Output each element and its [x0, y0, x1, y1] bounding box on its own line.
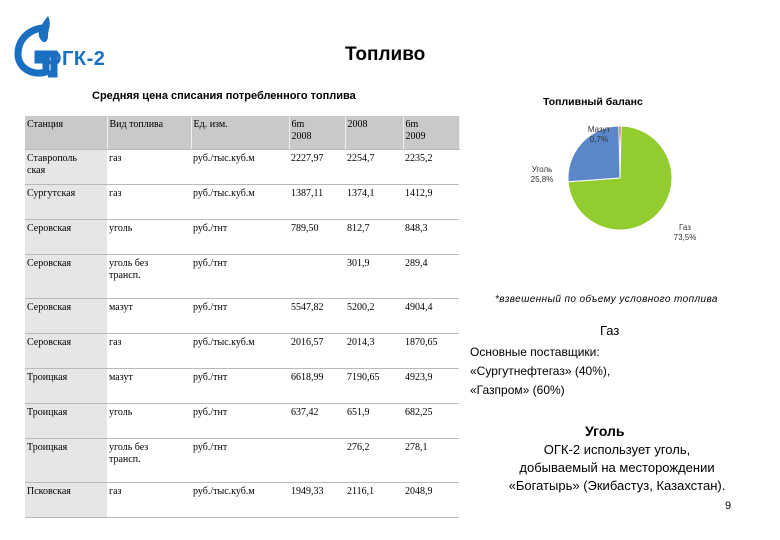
table-cell: 2116,1	[345, 483, 403, 518]
table-cell: уголь без трансп.	[107, 439, 191, 483]
table-row	[25, 220, 459, 255]
pie-label-name: Газ	[679, 223, 691, 232]
pie-label-value: 25,8%	[530, 175, 554, 184]
coal-line: «Богатырь» (Экибастуз, Казахстан).	[508, 478, 726, 493]
pie-label-name: Мазут	[587, 125, 611, 134]
table-cell: 2016,57	[289, 334, 345, 369]
column-header: Ед. изм.	[191, 116, 289, 150]
table-row	[25, 483, 459, 518]
gas-line: «Газпром» (60%)	[470, 383, 565, 397]
chart-title: Топливный баланс	[543, 96, 643, 108]
footnote: *взвешенный по объему условного топлива	[495, 294, 718, 305]
fuel-balance-pie-chart	[500, 112, 725, 262]
table-cell	[289, 255, 345, 299]
table-cell: руб./тнт	[191, 369, 289, 404]
gas-line: «Сургутнефтегаз» (40%),	[470, 364, 611, 378]
table-cell: уголь	[107, 220, 191, 255]
table-cell: руб./тнт	[191, 299, 289, 334]
table-cell: Псковская	[25, 483, 107, 518]
table-cell: руб./тнт	[191, 439, 289, 483]
table-cell: 637,42	[289, 404, 345, 439]
table-cell: 278,1	[403, 439, 459, 483]
table-cell: руб./тнт	[191, 255, 289, 299]
table-cell: руб./тыс.куб.м	[191, 150, 289, 185]
table-cell	[289, 439, 345, 483]
gas-line: Основные поставщики:	[470, 345, 600, 359]
column-header: 2008	[345, 116, 403, 150]
pie-label-value: 73,5%	[673, 233, 697, 242]
table-cell: 1387,11	[289, 185, 345, 220]
table-cell: руб./тнт	[191, 220, 289, 255]
table-cell: руб./тыс.куб.м	[191, 483, 289, 518]
table-cell: уголь	[107, 404, 191, 439]
table-row	[25, 150, 459, 185]
table-cell: 4904,4	[403, 299, 459, 334]
column-header: 6m 2009	[403, 116, 459, 150]
table-cell: 651,9	[345, 404, 403, 439]
gas-section-text	[470, 343, 670, 400]
table-cell: 7190,65	[345, 369, 403, 404]
table-cell: 2235,2	[403, 150, 459, 185]
coal-section-text	[472, 441, 762, 495]
table-cell: Троицкая	[25, 439, 107, 483]
table-row	[25, 439, 459, 483]
table-cell: Серовская	[25, 299, 107, 334]
table-cell: Серовская	[25, 255, 107, 299]
table-cell: 2048,9	[403, 483, 459, 518]
table-cell: 6618,99	[289, 369, 345, 404]
table-cell: 1412,9	[403, 185, 459, 220]
column-header: 6m 2008	[289, 116, 345, 150]
table-row	[25, 404, 459, 439]
table-cell: 1870,65	[403, 334, 459, 369]
table-row	[25, 334, 459, 369]
company-logo	[10, 8, 140, 78]
table-cell: 5200,2	[345, 299, 403, 334]
table-cell: 848,3	[403, 220, 459, 255]
table-header-row	[25, 116, 459, 150]
table-caption: Средняя цена списания потребленного топлива	[92, 90, 356, 102]
table-cell: 4923,9	[403, 369, 459, 404]
page-title: Топливо	[345, 44, 426, 65]
table-cell: уголь без трансп.	[107, 255, 191, 299]
table-cell: 2014,3	[345, 334, 403, 369]
page-number: 9	[725, 500, 732, 512]
table-cell: газ	[107, 334, 191, 369]
table-cell: 682,25	[403, 404, 459, 439]
table-cell: руб./тнт	[191, 404, 289, 439]
gas-section-title: Газ	[600, 323, 620, 338]
table-cell: 1949,33	[289, 483, 345, 518]
fuel-price-table	[25, 116, 460, 518]
table-cell: мазут	[107, 299, 191, 334]
pie-label-name: Уголь	[531, 165, 553, 174]
table-cell: Сургутская	[25, 185, 107, 220]
table-row	[25, 369, 459, 404]
coal-line: добываемый на месторождении	[519, 460, 715, 475]
table-row	[25, 255, 459, 299]
table-cell: 5547,82	[289, 299, 345, 334]
table-cell: руб./тыс.куб.м	[191, 185, 289, 220]
table-row	[25, 185, 459, 220]
table-cell: газ	[107, 483, 191, 518]
table-cell: 289,4	[403, 255, 459, 299]
table-cell: газ	[107, 185, 191, 220]
table-cell: 789,50	[289, 220, 345, 255]
table-cell: Ставрополь ская	[25, 150, 107, 185]
table-cell: 812,7	[345, 220, 403, 255]
table-cell: 2254,7	[345, 150, 403, 185]
table-cell: 276,2	[345, 439, 403, 483]
logo-text: ОГК-2	[46, 48, 106, 70]
column-header: Станция	[25, 116, 107, 150]
table-cell: 2227,97	[289, 150, 345, 185]
table-cell: Серовская	[25, 334, 107, 369]
table-cell: Троицкая	[25, 369, 107, 404]
table-cell: 1374,1	[345, 185, 403, 220]
coal-line: ОГК-2 использует уголь,	[543, 442, 691, 457]
coal-section-title: Уголь	[585, 423, 625, 439]
table-cell: Серовская	[25, 220, 107, 255]
table-cell: Троицкая	[25, 404, 107, 439]
pie-label-value: 0,7%	[589, 135, 609, 144]
table-cell: газ	[107, 150, 191, 185]
table-cell: 301,9	[345, 255, 403, 299]
table-cell: мазут	[107, 369, 191, 404]
table-cell: руб./тыс.куб.м	[191, 334, 289, 369]
column-header: Вид топлива	[107, 116, 191, 150]
table-row	[25, 299, 459, 334]
